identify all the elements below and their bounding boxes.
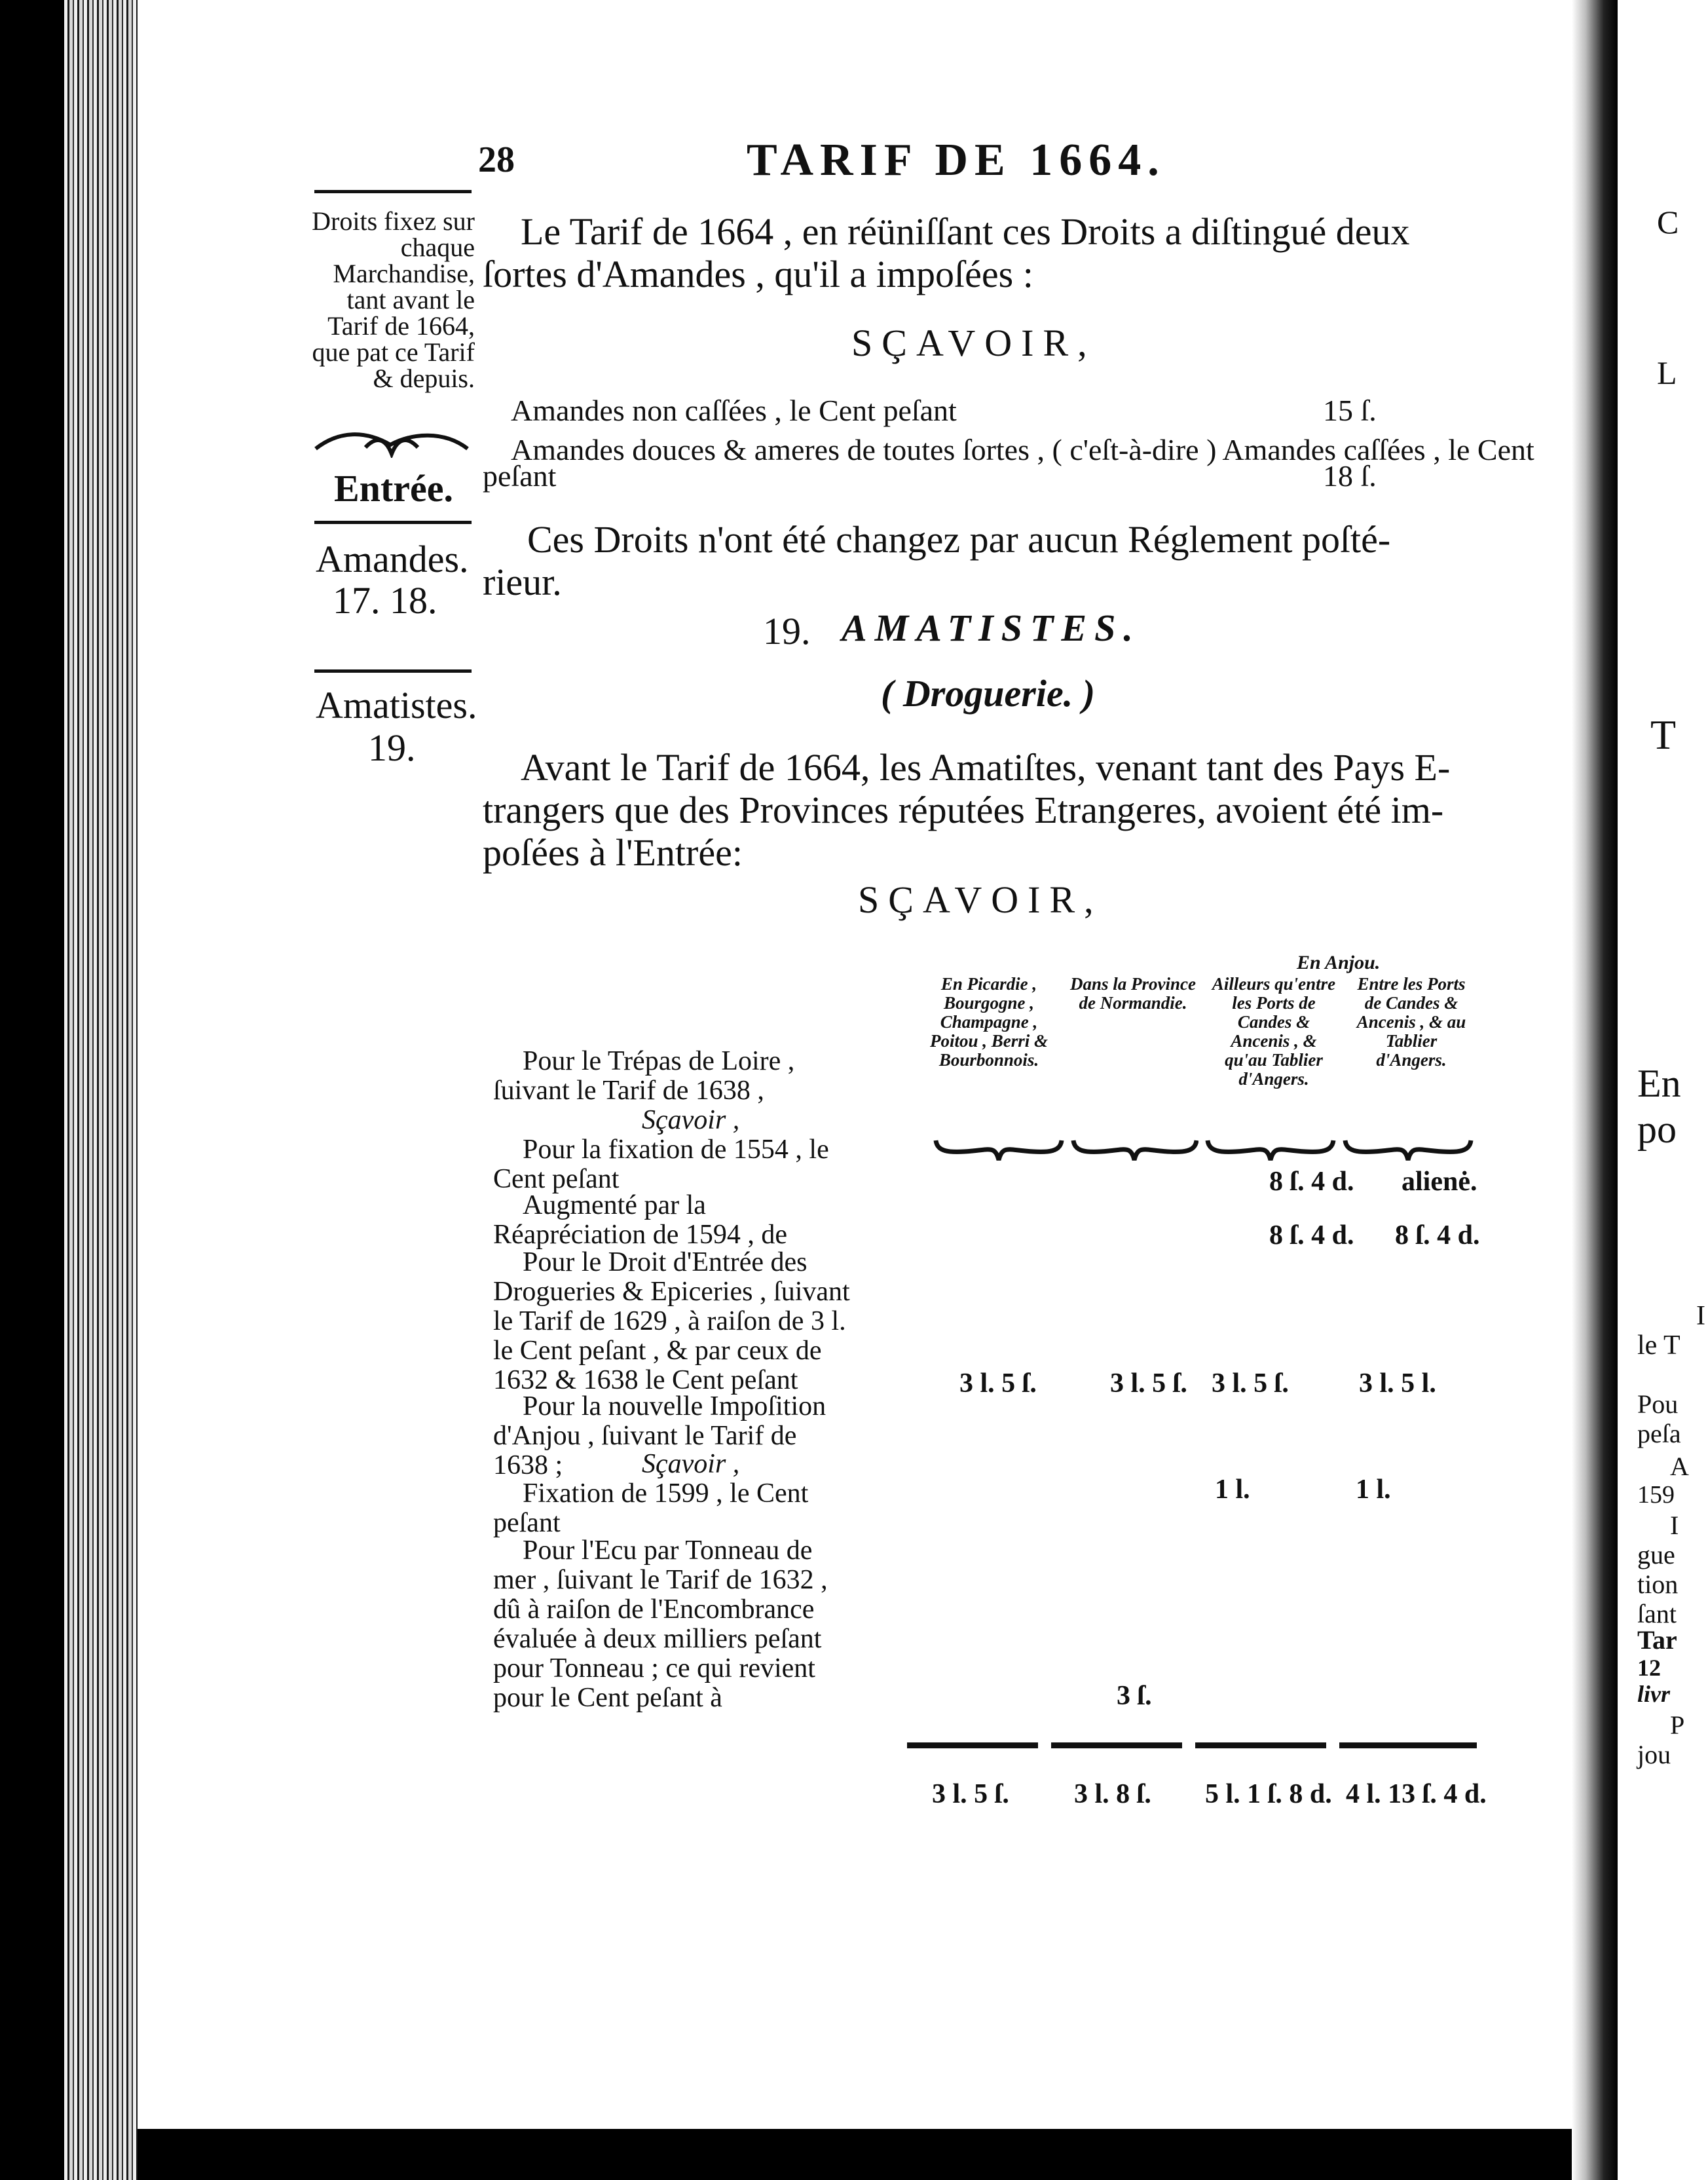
table-text: Sçavoir , [642,1449,740,1479]
avant-line: trangers que des Provinces réputées Etrangeres, avoient été im- [483,789,1444,831]
total-picardie: 3 l. 5 ſ. [932,1779,1009,1809]
fragment-text: peſa [1637,1419,1681,1448]
value-fixation-anjou-entre: alienė. [1402,1167,1477,1197]
intro-line: Le Tarif de 1664 , en réüniſſant ces Droits a diſtingué deux [521,210,1410,253]
fragment-text: 159 [1637,1481,1675,1509]
fragment-text: gue [1637,1540,1675,1569]
avant-line: Avant le Tarif de 1664, les Amatiſtes, venant tant des Pays E- [521,746,1451,789]
column-header: Entre les Ports de Candes & Ancenis , & au Tablier d'Angers. [1356,974,1466,1070]
fragment-text: Tar [1637,1625,1677,1655]
value-augmente-anjou-entre: 8 ſ. 4 d. [1395,1220,1480,1250]
value-anjou-entre: 1 l. [1356,1475,1391,1505]
table-text: Sçavoir , [642,1105,740,1135]
fragment-text: 12 [1637,1655,1661,1681]
table-text: Pour le Droit d'Entrée des Drogueries & Epiceries , ſuivant le Tarif de 1629 , à raiſon de 3 l. le Cent peſant , & par ceux de 1632 & 1638 le Cent peſant [493,1247,850,1395]
fragment-text: po [1637,1108,1677,1151]
changes-line: rieur. [483,561,562,603]
book-gutter [1572,0,1618,2180]
value-augmente-anjou-ailleurs: 8 ſ. 4 d. [1269,1220,1354,1250]
fragment-text: En [1637,1062,1681,1105]
table-text: Pour l'Ecu par Tonneau de mer , ſuivant le Tarif de 1632 , dû à raiſon de l'Encombrance évaluée à deux milliers peſant pour Tonneau ; ce qui revient pour le Cent peſant à [493,1535,828,1713]
total-anjou-entre: 4 l. 13 ſ. 4 d. [1346,1779,1487,1809]
table-text: Pour la nouvelle Impoſition d'Anjou , ſuivant le Tarif de 1638 ; [493,1391,826,1480]
column-header: Ailleurs qu'entre les Ports de Candes & Ancenis , & qu'au Tablier d'Angers. [1212,974,1336,1089]
fragment-text: C [1657,204,1679,240]
value-droit-picardie: 3 l. 5 ſ. [959,1368,1037,1399]
facing-page-fragment [1618,0,1708,2180]
table-text: Fixation de 1599 , le Cent peſant [493,1478,809,1538]
value-fixation-anjou-ailleurs: 8 ſ. 4 d. [1269,1167,1354,1197]
total-rule [907,1742,1038,1748]
section-subtitle: ( Droguerie. ) [881,672,1096,715]
fragment-text: P [1670,1710,1685,1740]
total-rule [1339,1742,1477,1748]
value-droit-anjou-ailleurs: 3 l. 5 ſ. [1212,1368,1289,1399]
fragment-text: I [1696,1301,1705,1331]
column-brace [933,1137,1064,1163]
page [138,0,1572,2129]
margin-amandes-numbers: 17. 18. [333,579,437,622]
table-text: Augmenté par la Réapréciation de 1594 , de [493,1190,787,1250]
scan-border [138,2129,1572,2180]
intro-line: ſortes d'Amandes , qu'il a impoſées : [483,253,1033,295]
scavoir-heading: SÇAVOIR, [858,878,1103,921]
page-edges [64,0,138,2180]
column-brace [1205,1137,1336,1163]
table-text: Pour le Trépas de Loire , ſuivant le Tarif de 1638 , [493,1046,795,1106]
anjou-header: En Anjou. [1297,952,1381,973]
running-title: TARIF DE 1664. [747,135,1166,185]
margin-amandes: Amandes. [316,538,469,580]
fragment-text: I [1670,1511,1679,1540]
fragment-text: Pou [1637,1389,1679,1419]
scavoir-heading: SÇAVOIR, [851,322,1096,364]
fragment-text: L [1657,354,1677,391]
total-normandie: 3 l. 8 ſ. [1074,1779,1151,1809]
value-droit-anjou-entre: 3 l. 5 l. [1359,1368,1436,1399]
amandes-row-value: 18 ſ. [1323,459,1377,493]
value-droit-normandie: 3 l. 5 ſ. [1110,1368,1187,1399]
column-header: Dans la Province de Normandie. [1070,974,1196,1013]
total-rule [1051,1742,1182,1748]
section-title: AMATISTES. [842,607,1141,649]
section-number: 19. [763,610,811,652]
fragment-text: A [1670,1452,1689,1481]
fragment-text: livr [1637,1681,1670,1707]
column-brace [1071,1137,1198,1163]
fragment-text: tion [1637,1569,1679,1599]
total-rule [1195,1742,1326,1748]
fragment-text: T [1650,711,1677,758]
margin-entree: Entrée. [334,467,453,510]
amandes-row-value: 15 ſ. [1323,394,1377,427]
amandes-row-label: Amandes douces & ameres de toutes ſortes , ( c'eſt-à-dire ) Amandes caſſées , le Cent [511,433,1534,466]
column-brace [1343,1137,1474,1163]
column-header: En Picardie , Bourgogne , Champagne , Poitou , Berri & Bourbonnois. [929,974,1049,1070]
amandes-row-label: Amandes non caſſées , le Cent peſant [511,394,957,427]
margin-amatistes-number: 19. [368,726,416,769]
amandes-row-label-cont: peſant [483,459,557,493]
avant-line: poſées à l'Entrée: [483,831,743,874]
table-text: Pour la fixation de 1554 , le Cent peſant [493,1135,829,1194]
page-number: 28 [478,140,515,180]
fragment-text: jou [1637,1740,1671,1769]
changes-line: Ces Droits n'ont été changez par aucun Réglement poſté- [527,518,1391,561]
margin-amatistes: Amatistes. [316,684,477,726]
margin-rule [314,190,472,193]
fragment-text: le T [1637,1330,1680,1361]
margin-ornament [313,429,470,461]
margin-rule [314,521,472,524]
fragment-text: ſant [1637,1599,1677,1628]
margin-rule [314,669,472,673]
margin-note-droits: Droits fixez sur chaque Marchandise, tant avant le Tarif de 1664, que pat ce Tarif & depuis. [312,206,475,393]
value-ecu-normandie: 3 ſ. [1117,1681,1152,1711]
total-anjou-ailleurs: 5 l. 1 ſ. 8 d. [1205,1779,1332,1809]
value-anjou-ailleurs: 1 l. [1215,1475,1250,1505]
